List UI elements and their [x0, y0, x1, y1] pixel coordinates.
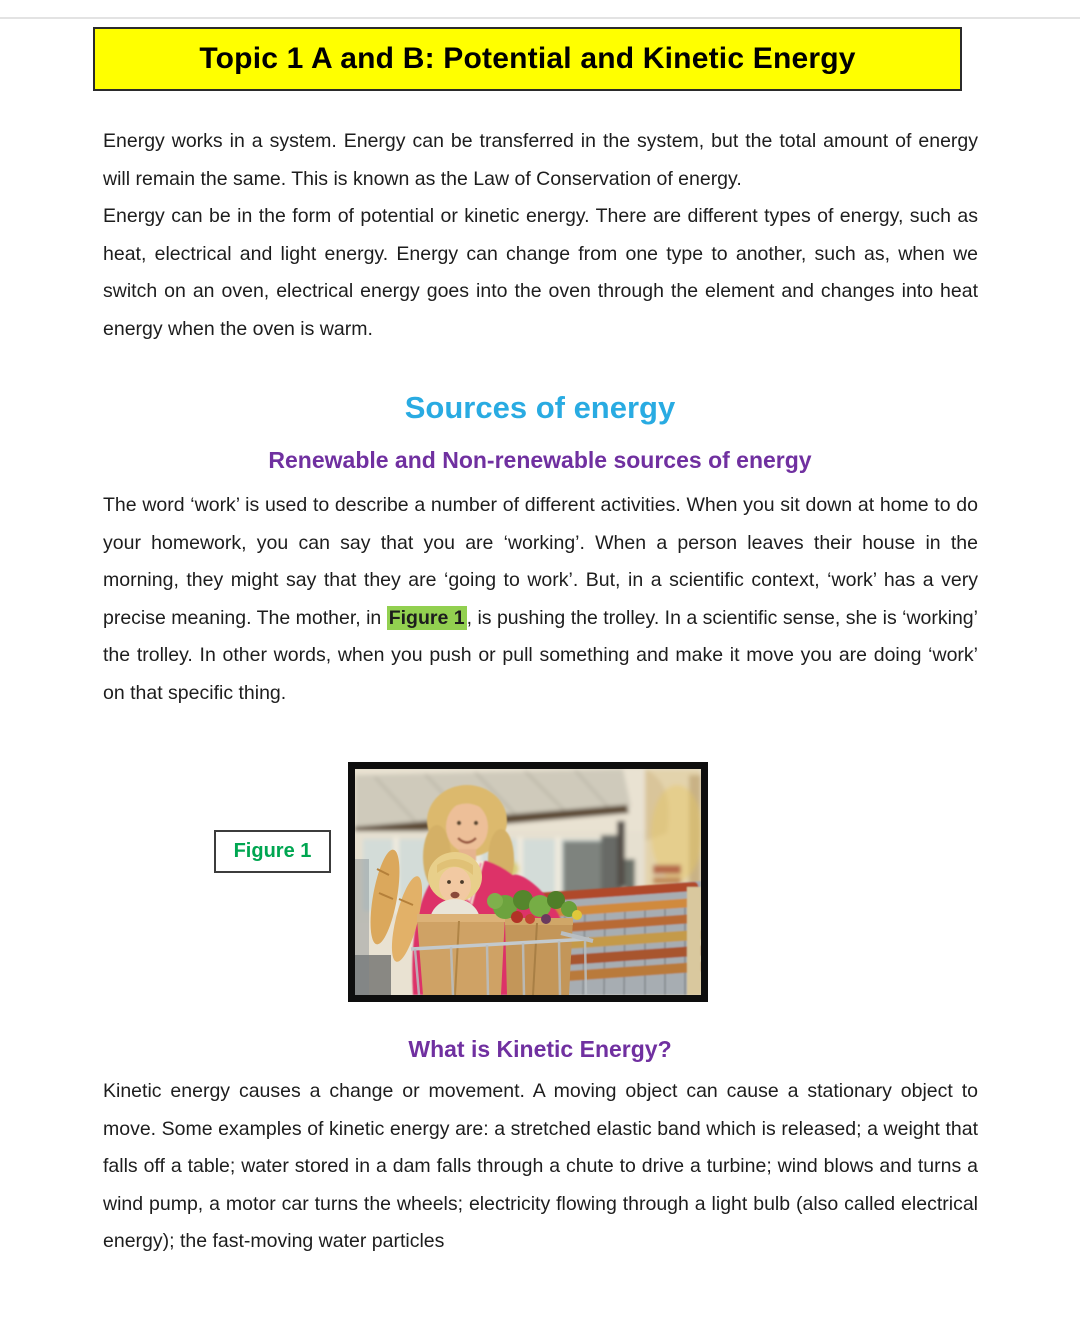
title-banner — [93, 27, 962, 91]
work-section — [103, 487, 978, 713]
figure-1-photo — [348, 762, 708, 1002]
figure-1-label-box — [214, 830, 331, 873]
heading-what-is-kinetic-energy: What is Kinetic Energy? — [408, 1036, 672, 1062]
figure-1-label: Figure 1 — [233, 840, 312, 862]
heading-renewable-nonrenewable: Renewable and Non-renewable sources of energy — [268, 447, 812, 473]
kinetic-paragraph: Kinetic energy causes a change or movement. A moving object can cause a stationary object to move. Some examples of kinetic energy are: a stretched elastic band which is released; a weight that falls off a table; water stored in a dam falls through a chute to drive a turbine; wind blows and turns a wind pump, a motor car turns the wheels; electricity flowing through a light bulb (also called electrical energy); the fast-moving water particles — [103, 1080, 978, 1253]
work-paragraph-after: , is pushing the trolley. In a scientific sense, she is ‘working’ the trolley. In other words, when you push or pull something and make it move you are doing ‘work’ on that specific thing. — [103, 606, 978, 704]
intro-paragraph-1: Energy works in a system. Energy can be transferred in the system, but the total amount of energy will remain the same. This is known as the Law of Conservation of energy. — [103, 130, 978, 190]
figure-1-photo-illustration — [355, 769, 701, 995]
kinetic-section — [103, 1073, 978, 1261]
work-paragraph-before: The word ‘work’ is used to describe a number of different activities. When you sit down at home to do your homework, you can say that you are ‘working’. When a person leaves their house in the morning, they might say that they are ‘going to work’. But, in a scientific context, ‘work’ has a very precise meaning. The mother, in — [103, 494, 978, 629]
intro-section — [103, 123, 978, 349]
intro-paragraph-2: Energy can be in the form of potential or kinetic energy. There are different types of energy, such as heat, electrical and light energy. Energy can change from one type to another, such as, when we switch on an oven, electrical energy goes into the oven through the element and changes into heat energy when the oven is warm. — [103, 205, 978, 340]
heading-sources-of-energy: Sources of energy — [404, 390, 676, 425]
page-top-divider — [0, 17, 1080, 19]
page-title: Topic 1 A and B: Potential and Kinetic Energy — [199, 42, 856, 75]
figure-1-inline-reference: Figure 1 — [388, 606, 465, 629]
work-paragraph — [103, 487, 978, 713]
